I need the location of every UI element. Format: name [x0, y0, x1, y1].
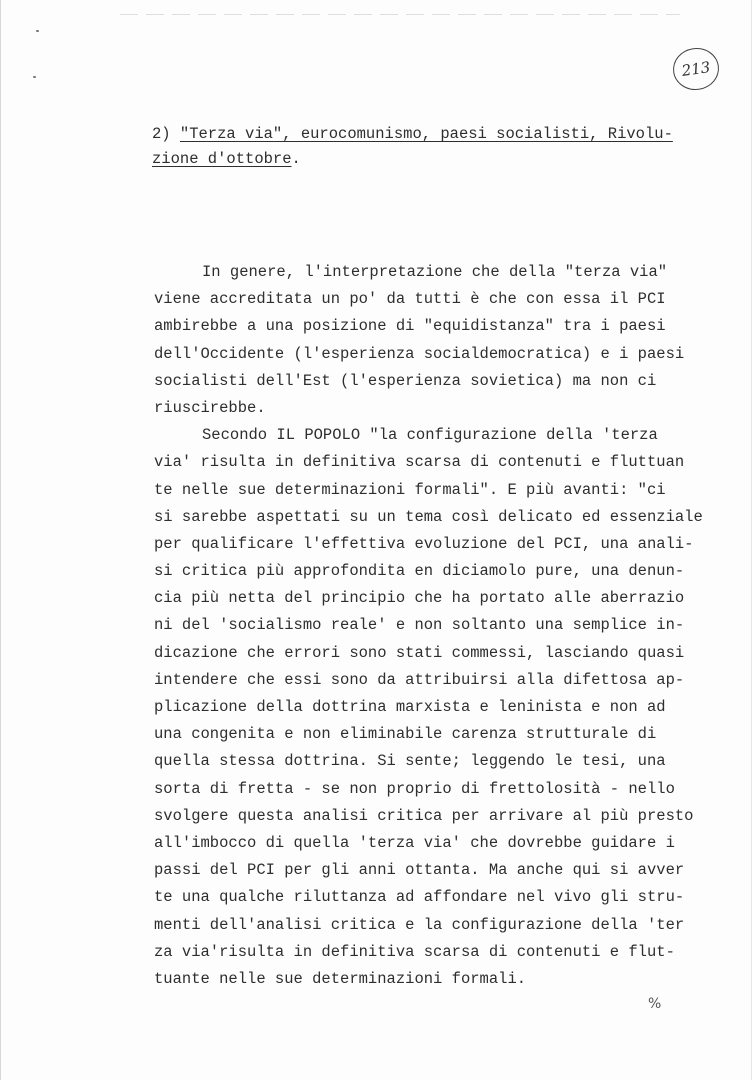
text-line: menti dell'analisi critica e la configurazione della 'ter	[154, 915, 685, 934]
text-line: Secondo IL POPOLO "la configurazione della 'terza	[202, 426, 658, 445]
text-line: sorta di fretta - se non proprio di frettolosità - nello	[154, 779, 675, 798]
text-line: te una qualche riluttanza ad affondare nel vivo gli stru-	[154, 888, 685, 907]
continuation-mark: %	[648, 996, 662, 1012]
page-number-stamp	[670, 45, 721, 93]
text-line: si sarebbe aspettati su un tema così delicato ed essenziale	[154, 507, 703, 526]
text-line: ambirebbe a una posizione di "equidistanza" tra i paesi	[154, 317, 666, 336]
text-line: te nelle sue determinazioni formali". E più avanti: "ci	[154, 480, 666, 499]
heading-prefix: 2)	[152, 125, 180, 143]
text-line: cia più netta del principio che ha portato alle aberrazio	[154, 589, 685, 608]
heading-suffix: .	[291, 150, 301, 168]
text-line: ni del 'socialismo reale' e non soltanto una semplice in-	[154, 616, 685, 635]
heading-title-part-2: zione d'ottobre	[152, 150, 292, 168]
text-line: passi del PCI per gli anni ottanta. Ma anche qui si avver	[154, 861, 685, 880]
text-line: plicazione della dottrina marxista e leninista e non ad	[154, 698, 666, 716]
text-line: quella stessa dottrina. Si sente; leggendo le tesi, una	[154, 752, 666, 771]
text-line: all'imbocco di quella 'terza via' che dovrebbe guidare i	[154, 833, 675, 852]
text-line: tuante nelle sue determinazioni formali.	[154, 969, 527, 988]
text-line: za via'risulta in definitiva scarsa di contenuti e flut-	[154, 942, 675, 961]
text-line: per qualificare l'effettiva evoluzione del PCI, una anali-	[154, 534, 694, 553]
text-line: svolgere questa analisi critica per arrivare al più presto	[154, 806, 694, 825]
top-edge-smudge	[120, 14, 680, 15]
section-heading	[152, 122, 712, 172]
text-line: socialisti dell'Est (l'esperienza sovietica) ma non ci	[154, 371, 657, 390]
text-line: dell'Occidente (l'esperienza socialdemocratica) e i paesi	[154, 344, 685, 363]
text-line: In genere, l'interpretazione che della "terza via"	[202, 263, 668, 281]
text-line: via' risulta in definitiva scarsa di contenuti e fluttuan	[154, 453, 685, 472]
text-line: riuscirebbe.	[154, 398, 266, 417]
heading-title-part-1: "Terza via", eurocomunismo, paesi socialisti, Rivolu-	[179, 125, 673, 143]
text-line: dicazione che errori sono stati commessi, lasciando quasi	[154, 643, 685, 662]
heading-line-1	[152, 122, 712, 147]
text-line: intendere che essi sono da attribuirsi alla difettosa ap-	[154, 670, 685, 689]
text-line: una congenita e non eliminabile carenza strutturale di	[154, 725, 657, 744]
paper-speck	[36, 30, 39, 32]
text-line: viene accreditata un po' da tutti è che con essa il PCI	[154, 290, 666, 309]
page-number: 213	[680, 58, 712, 80]
body-text	[154, 259, 714, 993]
text-line: si critica più approfondita en diciamolo pure, una denun-	[154, 562, 685, 581]
heading-line-2	[152, 147, 712, 172]
paper-speck	[33, 76, 36, 78]
